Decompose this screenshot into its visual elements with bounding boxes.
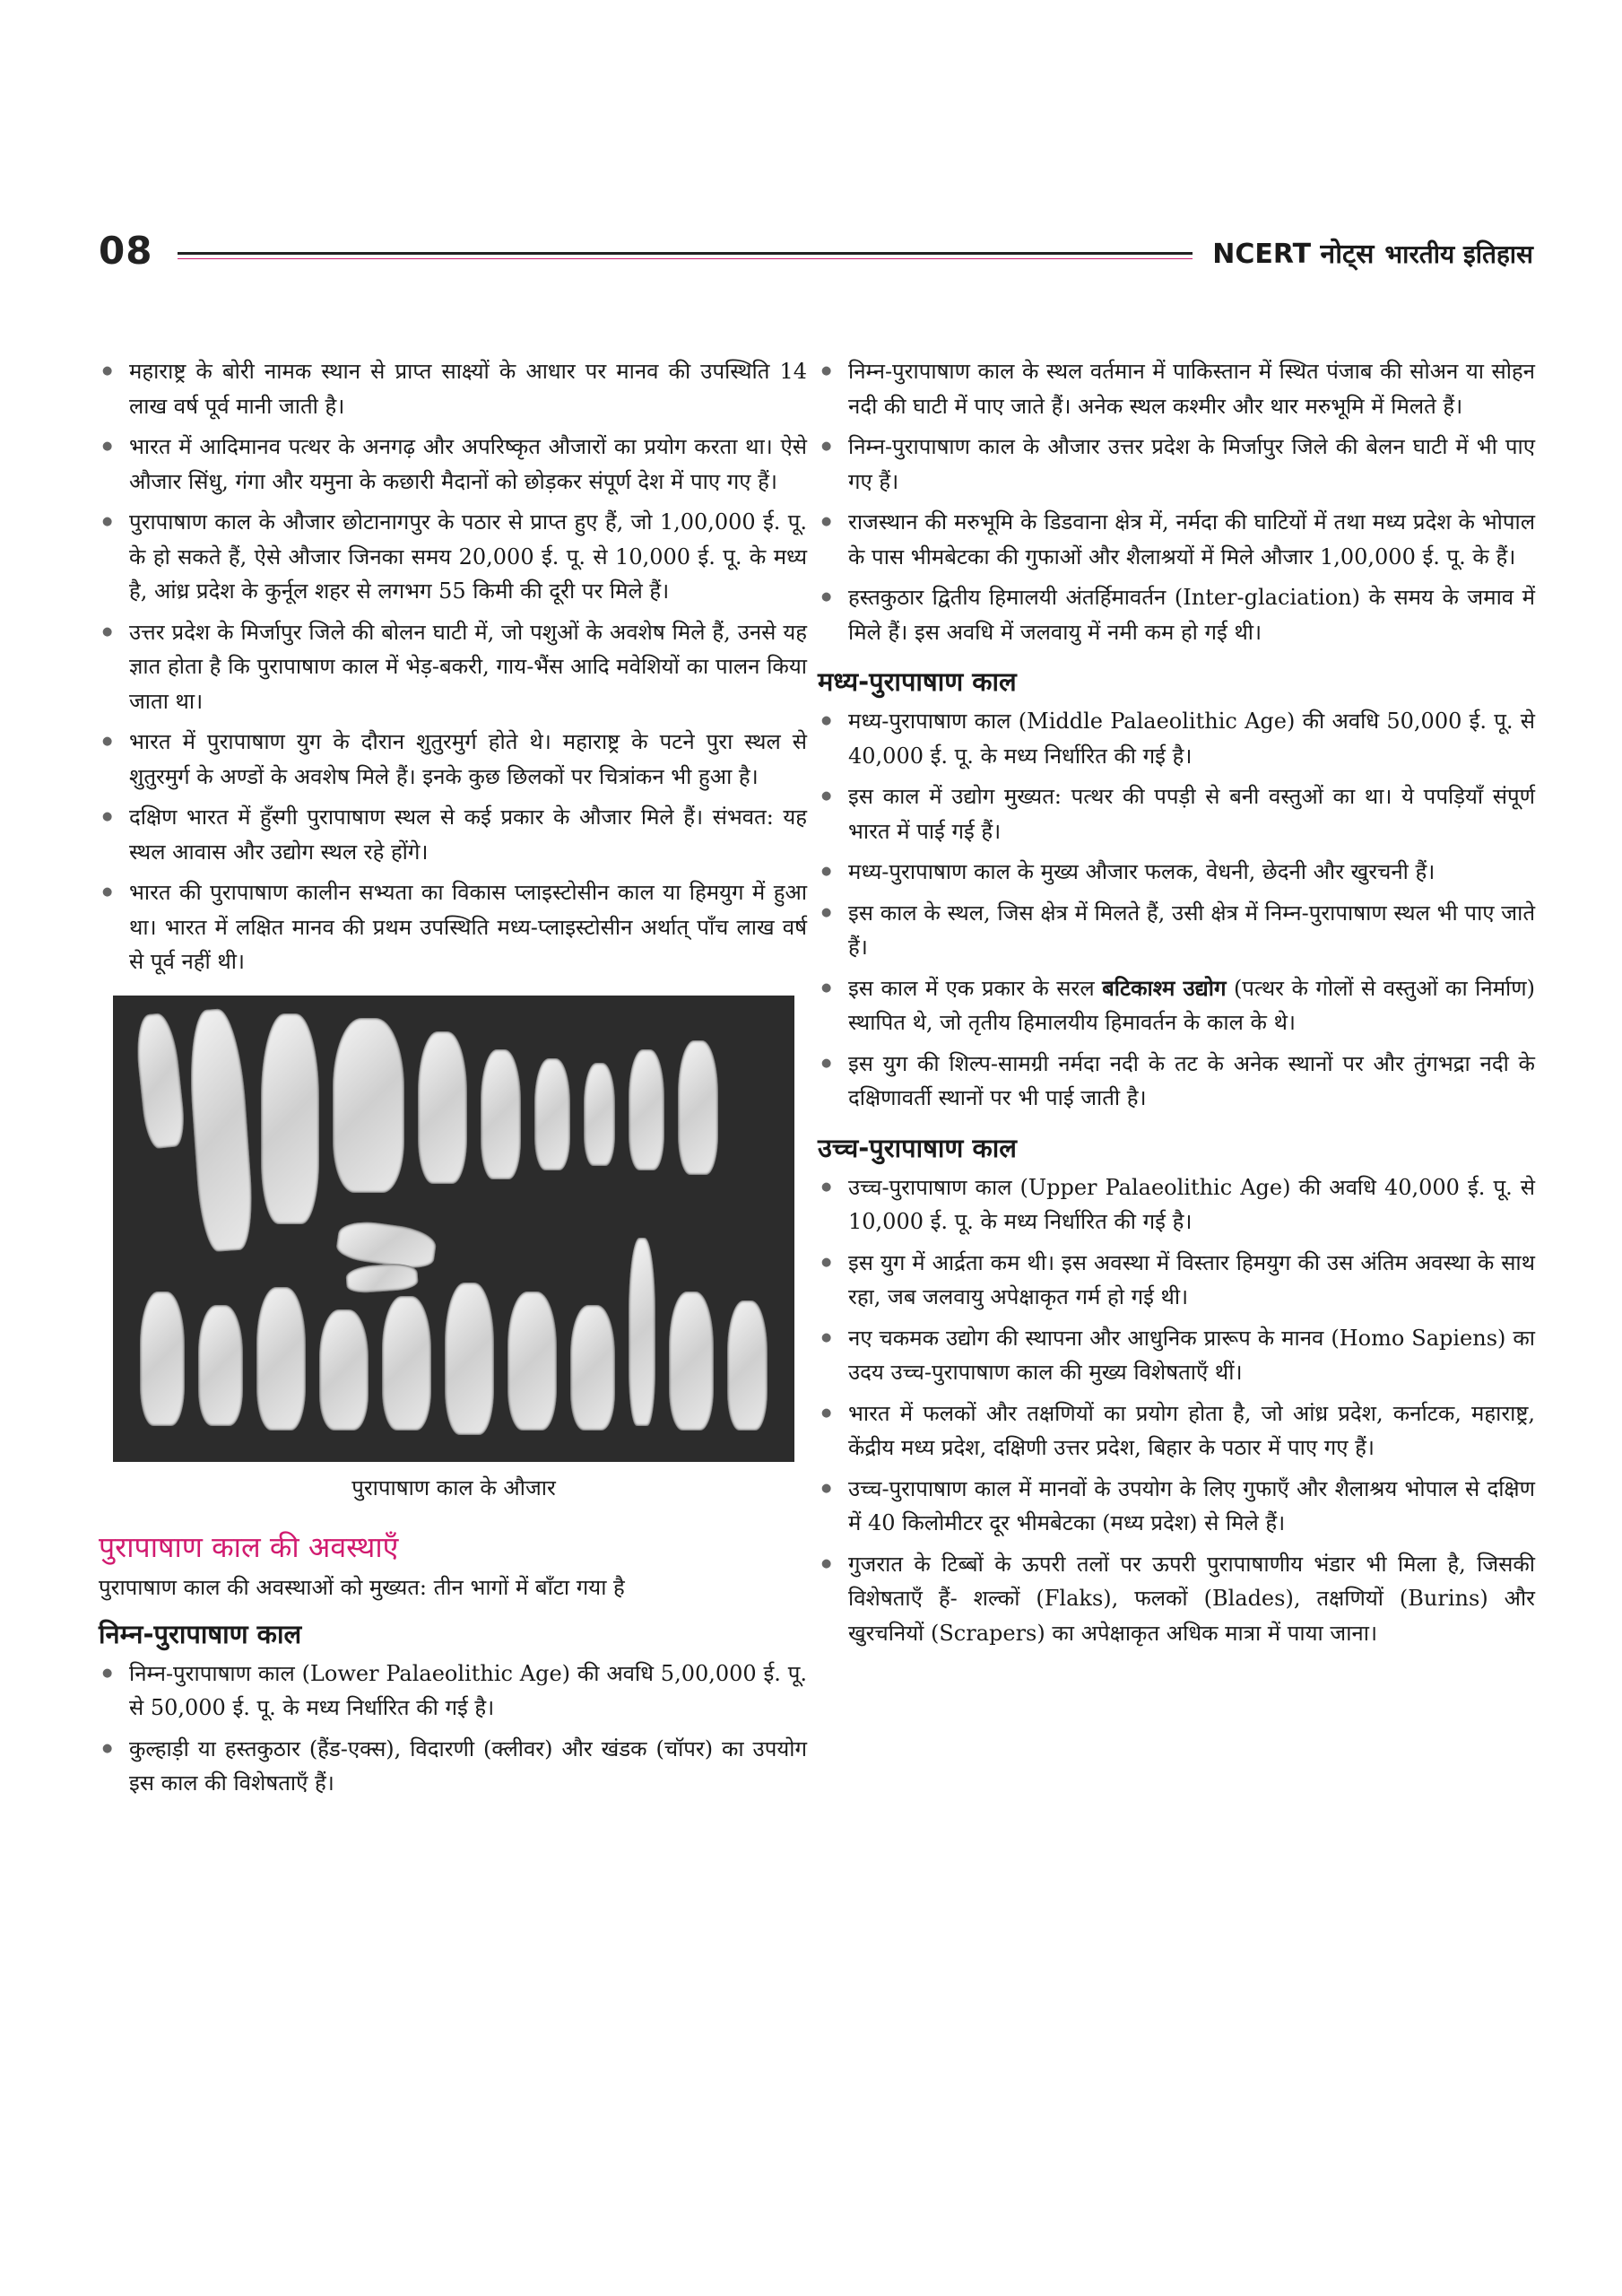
stone-tools-photo [113, 996, 794, 1462]
book-title [1212, 234, 1533, 271]
list-item: ● राजस्थान की मरुभूमि के डिडवाना क्षेत्र में, नर्मदा की घाटियों में तथा मध्य प्रदेश के भोपाल के पास भीमबेटका की गुफाओं और शैलाश्रयों में मिले औजार 1,00,000 ई. पू. के हैं। [818, 505, 1535, 574]
list-item: ● इस काल के स्थल, जिस क्षेत्र में मिलते हैं, उसी क्षेत्र में निम्न-पुरापाषाण स्थल भी पाए जाते हैं। [818, 896, 1535, 965]
list-item: ● मध्य-पुरापाषाण काल के मुख्य औजार फलक, वेधनी, छेदनी और खुरचनी हैं। [818, 855, 1535, 890]
text-span: इस काल में एक प्रकार के सरल [848, 975, 1103, 1001]
list-item: ● उच्च-पुरापाषाण काल (Upper Palaeolithic Age) की अवधि 40,000 ई. पू. से 10,000 ई. पू. के मध्य निर्धारित की गई है। [818, 1170, 1535, 1239]
list-item: ● कुल्हाड़ी या हस्तकुठार (हैंड-एक्स), विदारणी (क्लीवर) और खंडक (चॉपर) का उपयोग इस काल की विशेषताएँ हैं। [99, 1732, 807, 1801]
list-item: ● भारत में आदिमानव पत्थर के अनगढ़ और अपरिष्कृत औजारों का प्रयोग करता था। ऐसे औजार सिंधु, गंगा और यमुना के कछारी मैदानों को छोड़कर संपूर्ण देश में पाए गए हैं। [99, 430, 807, 499]
right-column [818, 354, 1535, 1657]
upper-palaeolithic-heading: उच्च-पुरापाषाण काल [818, 1132, 1017, 1163]
list-item: ● भारत में फलकों और तक्षणियों का प्रयोग होता है, जो आंध्र प्रदेश, कर्नाटक, महाराष्ट्र, केंद्रीय मध्य प्रदेश, दक्षिणी उत्तर प्रदेश, बिहार के पठार में पाए गए हैं। [818, 1396, 1535, 1465]
bold-term: बटिकाश्म उद्योग [1102, 974, 1227, 1001]
middle-palaeolithic-list [818, 704, 1535, 1116]
upper-palaeolithic-list [818, 1170, 1535, 1651]
list-item: ● हस्तकुठार द्वितीय हिमालयी अंतर्हिमावर्तन (Inter-glaciation) के समय के जमाव में मिले हैं। इस अवधि में जलवायु में नमी कम हो गई थी। [818, 580, 1535, 649]
list-item: ● इस युग की शिल्प-सामग्री नर्मदा नदी के तट के अनेक स्थानों पर और तुंगभद्रा नदी के दक्षिणावर्ती स्थानों पर भी पाई जाती है। [818, 1047, 1535, 1116]
list-item: ● उत्तर प्रदेश के मिर्जापुर जिले की बोलन घाटी में, जो पशुओं के अवशेष मिले हैं, उनसे यह ज्ञात होता है कि पुरापाषाण काल में भेड़-बकरी, गाय-भैंस आदि मवेशियों का पालन किया जाता था। [99, 615, 807, 719]
list-item: ● पुरापाषाण काल के औजार छोटानागपुर के पठार से प्राप्त हुए हैं, जो 1,00,000 ई. पू. के हो सकते हैं, ऐसे औजार जिनका समय 20,000 ई. पू. से 10,000 ई. पू. के मध्य है, आंध्र प्रदेश के कुर्नूल शहर से लगभग 55 किमी की दूरी पर मिले हैं। [99, 505, 807, 609]
list-item: ● गुजरात के टिब्बों के ऊपरी तलों पर ऊपरी पुरापाषाणीय भंडार भी मिला है, जिसकी विशेषताएँ हैं- शल्कों (Flaks), फलकों (Blades), तक्षणियों (Burins) और खुरचनियों (Scrapers) का अपेक्षाकृत अधिक मात्रा में पाया जाना। [818, 1547, 1535, 1651]
list-item: ● इस युग में आर्द्रता कम थी। इस अवस्था में विस्तार हिमयुग की उस अंतिम अवस्था के साथ रहा, जब जलवायु अपेक्षाकृत गर्म हो गई थी। [818, 1246, 1535, 1315]
tools-figure [113, 996, 794, 1502]
list-item: ● उच्च-पुरापाषाण काल में मानवों के उपयोग के लिए गुफाएँ और शैलाश्रय भोपाल से दक्षिण में 40 किलोमीटर दूर भीमबेटका (मध्य प्रदेश) से मिले हैं। [818, 1472, 1535, 1541]
intro-bullet-list [99, 354, 807, 979]
book-title-main: NCERT नोट्स [1212, 239, 1375, 270]
header-accent-rule [178, 258, 1193, 259]
figure-caption: पुरापाषाण काल के औजार [351, 1474, 556, 1500]
lower-palaeolithic-heading: निम्न-पुरापाषाण काल [99, 1618, 302, 1649]
list-item: ● इस काल में उद्योग मुख्यत: पत्थर की पपड़ी से बनी वस्तुओं का था। ये पपड़ियाँ संपूर्ण भारत में पाई गई हैं। [818, 779, 1535, 848]
list-item: ● नए चकमक उद्योग की स्थापना और आधुनिक प्रारूप के मानव (Homo Sapiens) का उदय उच्च-पुरापाषाण काल की मुख्य विशेषताएँ थीं। [818, 1321, 1535, 1390]
book-title-subject: भारतीय इतिहास [1384, 239, 1533, 269]
list-item: ● भारत की पुरापाषाण कालीन सभ्यता का विकास प्लाइस्टोसीन काल या हिमयुग में हुआ था। भारत में लक्षित मानव की प्रथम उपस्थिति मध्य-प्लाइस्टोसीन अर्थात् पाँच लाख वर्ष से पूर्व नहीं थी। [99, 875, 807, 979]
lower-palaeolithic-continued-list [818, 354, 1535, 649]
lower-palaeolithic-list [99, 1657, 807, 1801]
left-column [99, 354, 807, 1807]
text-span: (पत्थर के गोलों से वस्तुओं का निर्माण) स्थापित थे, जो तृतीय हिमालयीय हिमावर्तन के काल के थे। [848, 975, 1535, 1035]
list-item: ● निम्न-पुरापाषाण काल के स्थल वर्तमान में पाकिस्तान में स्थित पंजाब की सोअन या सोहन नदी की घाटी में पाए जाते हैं। अनेक स्थल कश्मीर और थार मरुभूमि में मिलते हैं। [818, 354, 1535, 423]
list-item: ● दक्षिण भारत में हुँस्गी पुरापाषाण स्थल से कई प्रकार के औजार मिले हैं। संभवत: यह स्थल आवास और उद्योग स्थल रहे होंगे। [99, 800, 807, 869]
page-number: 08 [99, 229, 153, 273]
section-intro: पुरापाषाण काल की अवस्थाओं को मुख्यत: तीन भागों में बाँटा गया है [99, 1574, 625, 1600]
list-item: ● महाराष्ट्र के बोरी नामक स्थान से प्राप्त साक्ष्यों के आधार पर मानव की उपस्थिति 14 लाख वर्ष पूर्व मानी जाती है। [99, 354, 807, 423]
list-item: ● निम्न-पुरापाषाण काल (Lower Palaeolithic Age) की अवधि 5,00,000 ई. पू. से 50,000 ई. पू. के मध्य निर्धारित की गई है। [99, 1657, 807, 1726]
middle-palaeolithic-heading: मध्य-पुरापाषाण काल [818, 666, 1017, 697]
list-item: ● निम्न-पुरापाषाण काल के औजार उत्तर प्रदेश के मिर्जापुर जिले की बेलन घाटी में भी पाए गए हैं। [818, 430, 1535, 499]
header-rule [178, 252, 1193, 255]
list-item: ● भारत में पुरापाषाण युग के दौरान शुतुरमुर्ग होते थे। महाराष्ट्र के पटने पुरा स्थल से शुतुरमुर्ग के अण्डों के अवशेष मिले हैं। इनके कुछ छिलकों पर चित्रांकन भी हुआ है। [99, 725, 807, 794]
page-header [99, 229, 1533, 283]
list-item [818, 971, 1535, 1040]
list-item: ● मध्य-पुरापाषाण काल (Middle Palaeolithic Age) की अवधि 50,000 ई. पू. से 40,000 ई. पू. के मध्य निर्धारित की गई है। [818, 704, 1535, 773]
section-title: पुरापाषाण काल की अवस्थाएँ [99, 1529, 399, 1564]
